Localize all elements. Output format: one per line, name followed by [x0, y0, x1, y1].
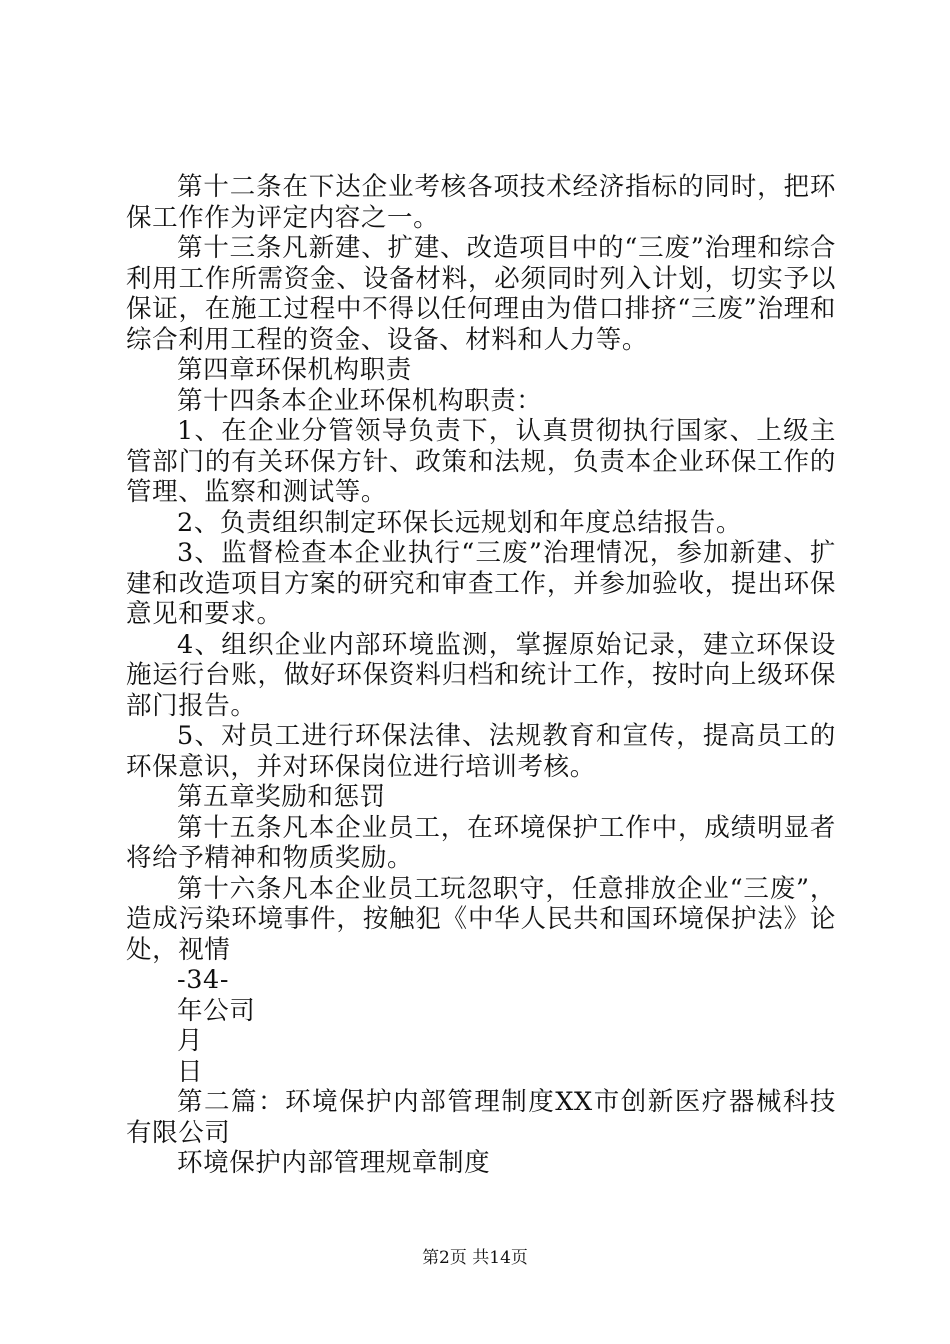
chapter-heading-5: 第五章奖励和惩罚: [177, 782, 386, 812]
date-fragment-month: 月: [177, 1026, 204, 1056]
page-footer: [0, 1243, 950, 1268]
list-item-duty-1: 1、在企业分管领导负责下，认真贯彻执行国家、上级主管部门的有关环保方针、政策和法规，负责本企业环保工作的管理、监察和测试等。: [126, 416, 836, 507]
list-item-duty-2: 2、负责组织制定环保长远规划和年度总结报告。: [177, 507, 742, 538]
date-fragment-day: 日: [177, 1056, 204, 1087]
paragraph-article-13: 第十三条凡新建、扩建、改造项目中的“三废”治理和综合利用工作所需资金、设备材料，必须同时列入计划，切实予以保证，在施工过程中不得以任何理由为借口排挤“三废”治理和综合利用工程的资金、设备、材料和人力等。: [126, 233, 836, 355]
list-item-duty-4: 4、组织企业内部环境监测，掌握原始记录，建立环保设施运行台账，做好环保资料归档和统计工作，按时向上级环保部门报告。: [126, 629, 836, 721]
chapter-heading-4: 第四章环保机构职责: [177, 355, 412, 385]
section-subtitle: 环境保护内部管理规章制度: [177, 1148, 491, 1178]
list-item-duty-5: 5、对员工进行环保法律、法规教育和宣传，提高员工的环保意识，并对环保岗位进行培训考核。: [126, 721, 836, 782]
paragraph-article-12: 第十二条在下达企业考核各项技术经济指标的同时，把环保工作作为评定内容之一。: [126, 172, 836, 233]
paragraph-article-16: 第十六条凡本企业员工玩忽职守，任意排放企业“三废”，造成污染环境事件，按触犯《中华人民共和国环境保护法》论处，视情: [126, 873, 836, 965]
document-body: [126, 172, 836, 1179]
page-number-label: 第2页 共14页: [422, 1248, 528, 1268]
paragraph-article-14: 第十四条本企业环保机构职责：: [177, 385, 543, 416]
date-fragment-year: 年公司: [177, 995, 256, 1026]
page-marker-text: -34-: [177, 965, 230, 995]
paragraph-article-15: 第十五条凡本企业员工，在环境保护工作中，成绩明显者将给予精神和物质奖励。: [126, 812, 836, 873]
section-title-part-2: 第二篇：环境保护内部管理制度XX市创新医疗器械科技有限公司: [126, 1087, 836, 1148]
list-item-duty-3: 3、监督检查本企业执行“三废”治理情况，参加新建、扩建和改造项目方案的研究和审查工作，并参加验收，提出环保意见和要求。: [126, 538, 836, 629]
